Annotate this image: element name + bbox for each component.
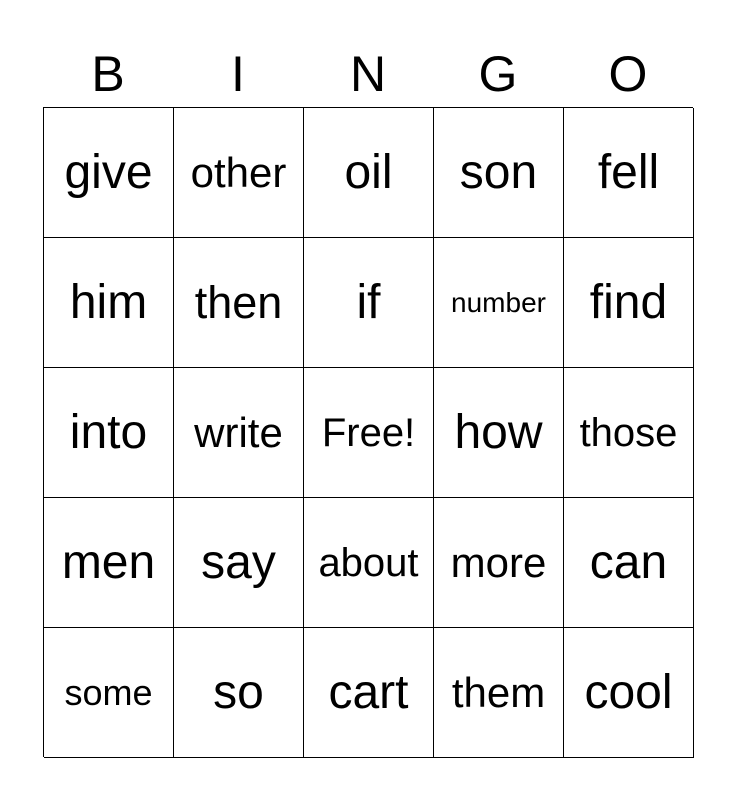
bingo-cell: find: [564, 238, 694, 368]
bingo-cell: oil: [304, 108, 434, 238]
bingo-cell: write: [174, 368, 304, 498]
bingo-cell: so: [174, 628, 304, 758]
bingo-cell: cool: [564, 628, 694, 758]
bingo-cell: give: [44, 108, 174, 238]
bingo-cell: can: [564, 498, 694, 628]
bingo-cell: those: [564, 368, 694, 498]
bingo-cell: them: [434, 628, 564, 758]
bingo-cell: how: [434, 368, 564, 498]
header-letter-g: G: [478, 46, 518, 102]
free-space-cell: Free!: [304, 368, 434, 498]
bingo-cell: more: [434, 498, 564, 628]
bingo-cell: about: [304, 498, 434, 628]
bingo-cell: men: [44, 498, 174, 628]
bingo-cell: son: [434, 108, 564, 238]
bingo-cell: if: [304, 238, 434, 368]
bingo-cell: say: [174, 498, 304, 628]
header-letter-b: B: [91, 46, 125, 102]
bingo-cell: fell: [564, 108, 694, 238]
header-letter-i: I: [231, 46, 245, 102]
bingo-cell: into: [44, 368, 174, 498]
bingo-cell: him: [44, 238, 174, 368]
bingo-cell: cart: [304, 628, 434, 758]
bingo-cell: some: [44, 628, 174, 758]
bingo-cell: number: [434, 238, 564, 368]
bingo-cell: then: [174, 238, 304, 368]
bingo-header: [43, 40, 693, 108]
bingo-cell: other: [174, 108, 304, 238]
header-letter-n: N: [349, 46, 387, 102]
bingo-board: [43, 107, 693, 757]
header-letter-o: O: [608, 46, 648, 102]
